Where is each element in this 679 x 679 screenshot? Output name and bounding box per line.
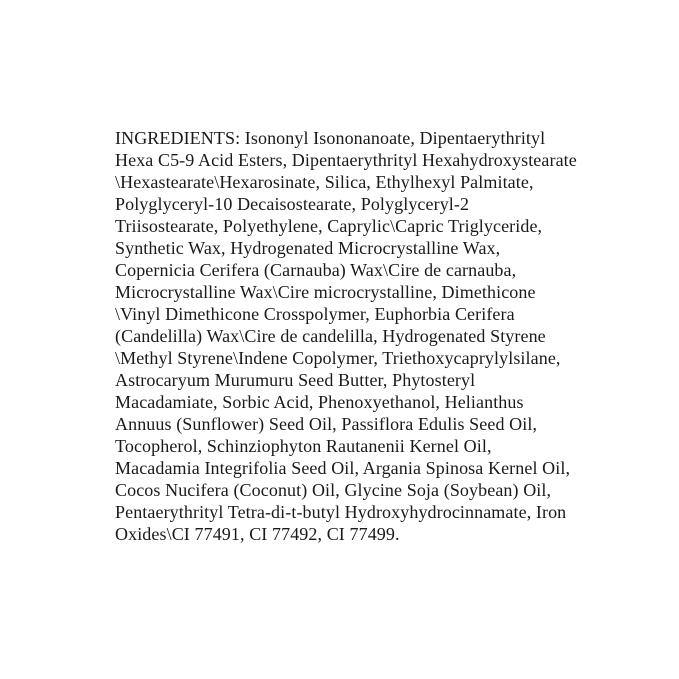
ingredients-line: \Vinyl Dimethicone Crosspolymer, Euphorbia Cerifera	[115, 304, 515, 324]
ingredients-line: Tocopherol, Schinziophyton Rautanenii Kernel Oil,	[115, 436, 492, 456]
ingredients-line: INGREDIENTS: Isononyl Isononanoate, Dipentaerythrityl	[115, 128, 546, 148]
ingredients-line: Hexa C5-9 Acid Esters, Dipentaerythrityl Hexahydroxystearate	[115, 150, 577, 170]
ingredients-text-block	[115, 127, 595, 545]
ingredients-line: Astrocaryum Murumuru Seed Butter, Phytosteryl	[115, 370, 476, 390]
ingredients-line: Cocos Nucifera (Coconut) Oil, Glycine Soja (Soybean) Oil,	[115, 480, 552, 500]
ingredients-line: \Hexastearate\Hexarosinate, Silica, Ethylhexyl Palmitate,	[115, 172, 534, 192]
ingredients-line: Pentaerythrityl Tetra-di-t-butyl Hydroxyhydrocinnamate, Iron	[115, 502, 567, 522]
ingredients-line: Triisostearate, Polyethylene, Caprylic\Capric Triglyceride,	[115, 216, 543, 236]
ingredients-line: Microcrystalline Wax\Cire microcrystalline, Dimethicone	[115, 282, 536, 302]
ingredients-line: Oxides\CI 77491, CI 77492, CI 77499.	[115, 524, 400, 544]
ingredients-line: Macadamiate, Sorbic Acid, Phenoxyethanol, Helianthus	[115, 392, 524, 412]
ingredients-line: Synthetic Wax, Hydrogenated Microcrystalline Wax,	[115, 238, 501, 258]
ingredients-line: Annuus (Sunflower) Seed Oil, Passiflora Edulis Seed Oil,	[115, 414, 538, 434]
ingredients-line: \Methyl Styrene\Indene Copolymer, Triethoxycaprylylsilane,	[115, 348, 561, 368]
ingredients-line: Copernicia Cerifera (Carnauba) Wax\Cire de carnauba,	[115, 260, 517, 280]
ingredients-line: Polyglyceryl-10 Decaisostearate, Polyglyceryl-2	[115, 194, 470, 214]
ingredients-line: (Candelilla) Wax\Cire de candelilla, Hydrogenated Styrene	[115, 326, 546, 346]
ingredients-line: Macadamia Integrifolia Seed Oil, Argania Spinosa Kernel Oil,	[115, 458, 571, 478]
